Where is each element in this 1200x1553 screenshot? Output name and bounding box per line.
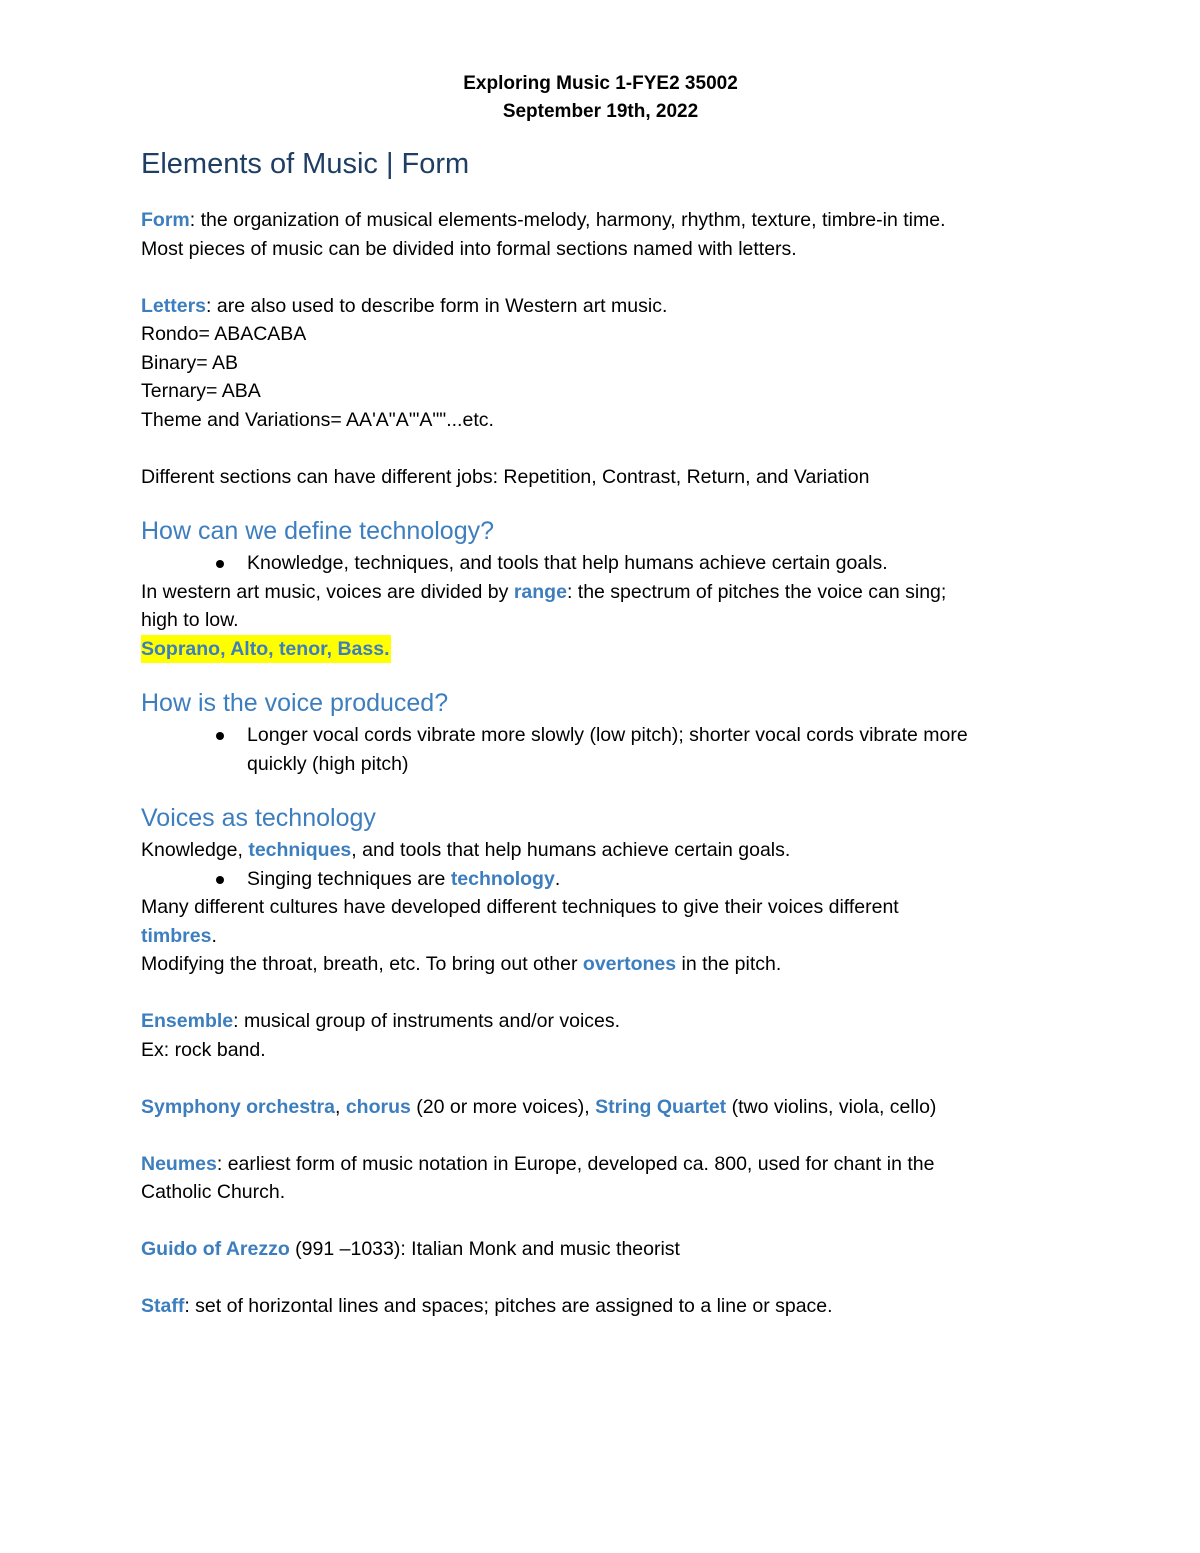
guido-line xyxy=(141,1235,1060,1264)
bullet-icon xyxy=(216,732,224,740)
symphony-term: Symphony orchestra xyxy=(141,1095,335,1118)
technology-bullets xyxy=(141,549,1060,578)
voices-technology-bullets xyxy=(141,865,1060,894)
vocal-cords-line1: Longer vocal cords vibrate more slowly (low pitch); shorter vocal cords vibrate more xyxy=(247,724,968,746)
groups-sep: , xyxy=(334,1095,346,1118)
guido-def-text: (991 –1033): Italian Monk and music theorist xyxy=(289,1238,680,1260)
form-def-text: : the organization of musical elements-melody, harmony, rhythm, texture, timbre-in time. xyxy=(189,209,946,231)
neumes-term: Neumes xyxy=(141,1152,217,1175)
singing-pre: Singing techniques are xyxy=(247,867,451,890)
cultures-post: . xyxy=(211,924,217,947)
string-quartet-term: String Quartet xyxy=(595,1095,727,1118)
overtones-term: overtones xyxy=(582,953,677,975)
rondo-line: Rondo= ABACABA xyxy=(141,323,307,345)
technology-bullet-text: Knowledge, techniques, and tools that help humans achieve certain goals. xyxy=(247,552,888,574)
neumes-line2: Catholic Church. xyxy=(141,1181,286,1203)
guido-term: Guido of Arezzo xyxy=(141,1238,290,1260)
binary-line: Binary= AB xyxy=(141,351,239,374)
list-item xyxy=(247,865,1060,894)
range-pre-text: In western art music, voices are divided by xyxy=(141,580,514,603)
bullet-icon xyxy=(216,876,224,884)
ensemble-example: Ex: rock band. xyxy=(141,1038,266,1061)
lecture-date: September 19th, 2022 xyxy=(502,101,699,122)
ensemble-term: Ensemble xyxy=(141,1010,234,1032)
voice-produced-heading: How is the voice produced? xyxy=(141,689,449,717)
sections-jobs-line: Different sections can have different jobs: Repetition, Contrast, Return, and Variation xyxy=(141,465,870,488)
staff-term: Staff xyxy=(141,1295,185,1317)
theme-variations-line: Theme and Variations= AA'A"A'"A""...etc. xyxy=(141,408,494,431)
bullet-icon xyxy=(216,560,224,568)
neumes-definition xyxy=(141,1150,1060,1179)
voice-produced-bullets xyxy=(141,721,1060,778)
staff-definition xyxy=(141,1292,1060,1321)
ensemble-def-text: : musical group of instruments and/or voices. xyxy=(233,1010,621,1032)
list-item xyxy=(247,549,1060,578)
techniques-term: techniques xyxy=(248,839,352,861)
singing-post: . xyxy=(554,867,561,890)
ternary-line: Ternary= ABA xyxy=(141,380,261,402)
form-line2: Most pieces of music can be divided into formal sections named with letters. xyxy=(141,237,797,260)
document-header xyxy=(141,70,1060,126)
groups-end: (two violins, viola, cello) xyxy=(726,1095,937,1118)
technology-term: technology xyxy=(450,867,555,890)
list-item xyxy=(247,721,1060,778)
letters-term: Letters xyxy=(141,294,207,317)
voice-types-highlight: Soprano, Alto, tenor, Bass. xyxy=(141,635,391,664)
range-post-text: : the spectrum of pitches the voice can sing; xyxy=(566,580,947,603)
letters-def-text: : are also used to describe form in Western art music. xyxy=(206,294,668,317)
range-line2: high to low. xyxy=(141,609,239,631)
course-title: Exploring Music 1-FYE2 35002 xyxy=(463,73,738,94)
range-line xyxy=(141,578,1060,607)
voices-highlight-line xyxy=(141,635,1060,664)
letters-definition xyxy=(141,292,1060,321)
voices-technology-heading: Voices as technology xyxy=(141,804,376,832)
vocal-cords-line2: quickly (high pitch) xyxy=(247,752,409,775)
chorus-term: chorus xyxy=(345,1095,411,1118)
range-term: range xyxy=(513,580,567,603)
neumes-def-text: : earliest form of music notation in Europe, developed ca. 800, used for chant in the xyxy=(216,1152,935,1175)
knowledge-pre: Knowledge, xyxy=(141,839,249,861)
page-title: Elements of Music | Form xyxy=(141,148,470,180)
knowledge-post: , and tools that help humans achieve certain goals. xyxy=(351,839,791,861)
groups-mid: (20 or more voices), xyxy=(410,1095,596,1118)
cultures-line2 xyxy=(141,922,1060,951)
groups-line xyxy=(141,1093,1060,1122)
modifying-post: in the pitch. xyxy=(676,953,782,975)
form-term: Form xyxy=(141,209,190,231)
staff-def-text: : set of horizontal lines and spaces; pitches are assigned to a line or space. xyxy=(184,1295,833,1317)
modifying-line xyxy=(141,950,1060,979)
technology-heading: How can we define technology? xyxy=(141,517,495,545)
knowledge-line xyxy=(141,836,1060,865)
form-definition xyxy=(141,206,1060,235)
cultures-line1: Many different cultures have developed different techniques to give their voices different xyxy=(141,896,899,918)
ensemble-definition xyxy=(141,1007,1060,1036)
modifying-pre: Modifying the throat, breath, etc. To bring out other xyxy=(141,953,583,975)
timbres-term: timbres xyxy=(141,924,212,947)
